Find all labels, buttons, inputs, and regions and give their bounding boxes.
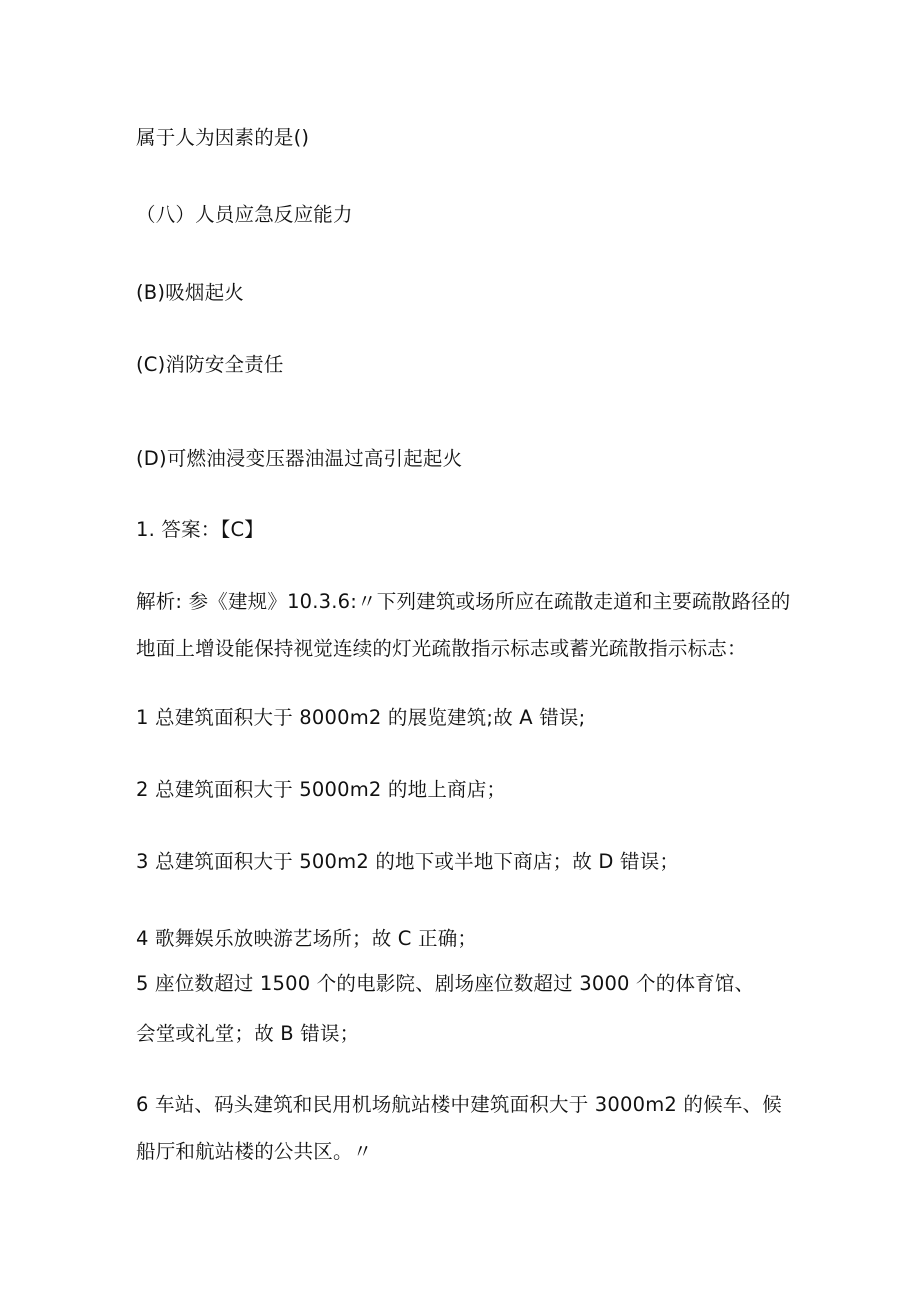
option-a: （八）人员应急反应能力 [136, 203, 353, 226]
analysis-item-1: 1 总建筑面积大于 8000m2 的展览建筑;故 A 错误; [136, 706, 586, 729]
analysis-item-5-line2: 会堂或礼堂；故 B 错误； [136, 1022, 360, 1045]
analysis-item-2: 2 总建筑面积大于 5000m2 的地上商店； [136, 778, 507, 801]
option-d: (D)可燃油浸变压器油温过高引起起火 [136, 447, 463, 470]
option-b: (B)吸烟起火 [136, 281, 244, 304]
answer-label: 1. 答案：【C】 [136, 518, 264, 541]
analysis-item-4: 4 歌舞娱乐放映游艺场所；故 C 正确； [136, 927, 478, 950]
question-stem: 属于人为因素的是() [136, 126, 310, 149]
option-c: (C)消防安全责任 [136, 353, 284, 376]
analysis-item-5-line1: 5 座位数超过 1500 个的电影院、剧场座位数超过 3000 个的体育馆、 [136, 972, 755, 995]
analysis-intro-line1: 解析: 参《建规》10.3.6:〃下列建筑或场所应在疏散走道和主要疏散路径的 [136, 590, 791, 613]
analysis-item-6-line2: 船厅和航站楼的公共区。〃 [136, 1140, 373, 1163]
analysis-intro-line2: 地面上增设能保持视觉连续的灯光疏散指示标志或蓄光疏散指示标志： [136, 637, 747, 660]
analysis-item-3: 3 总建筑面积大于 500m2 的地下或半地下商店；故 D 错误； [136, 850, 680, 873]
analysis-item-6-line1: 6 车站、码头建筑和民用机场航站楼中建筑面积大于 3000m2 的候车、候 [136, 1093, 782, 1116]
